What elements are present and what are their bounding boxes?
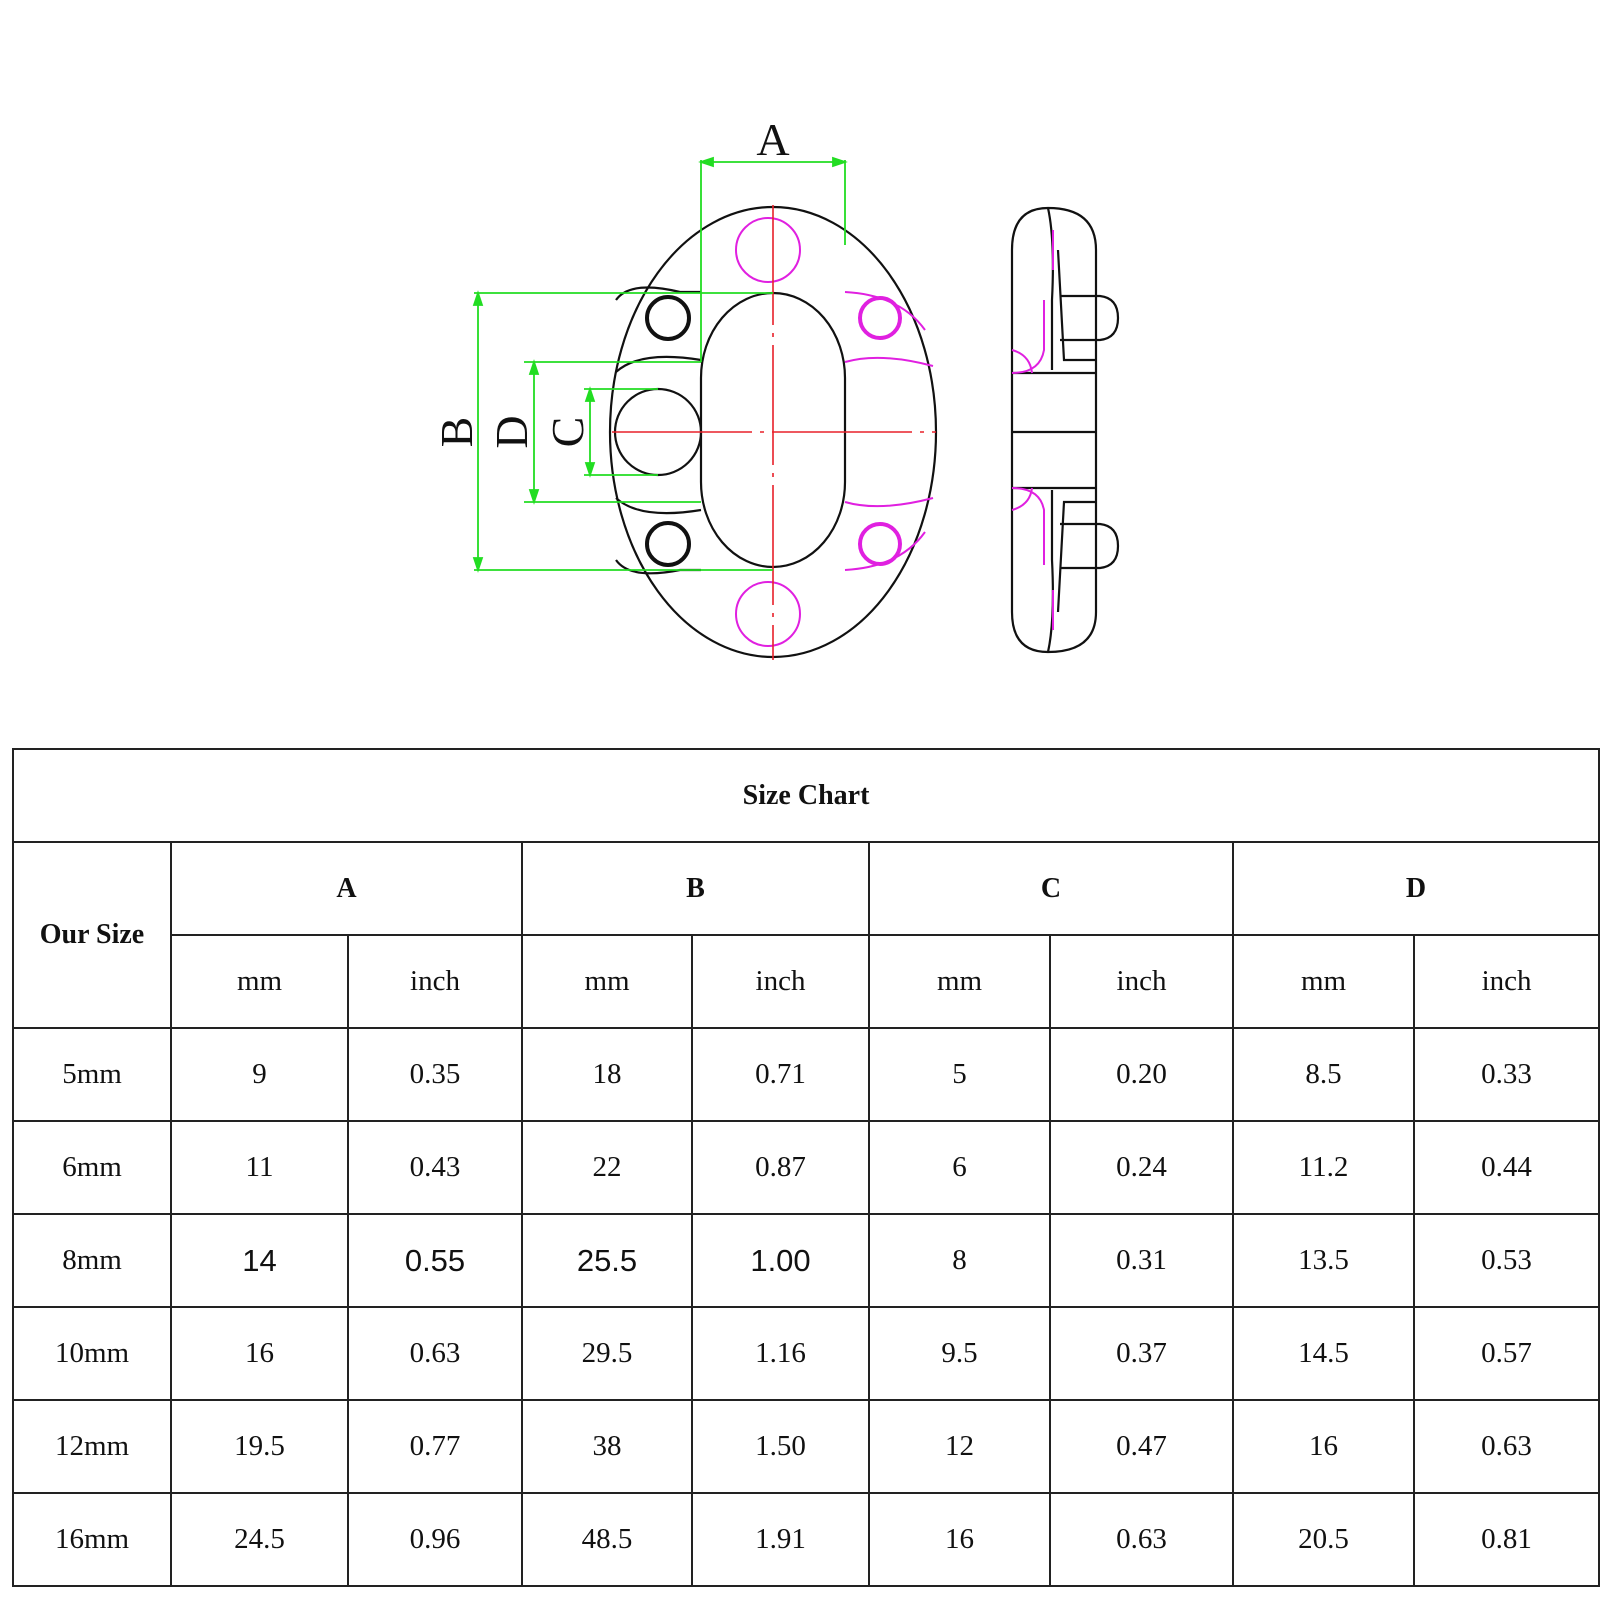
b-inch-cell: 1.00 [692,1214,869,1307]
c-inch-cell: 0.24 [1050,1121,1233,1214]
dimension-lines [474,158,845,570]
b-mm-cell: 25.5 [522,1214,692,1307]
c-mm-cell: 6 [869,1121,1050,1214]
size-cell: 16mm [13,1493,171,1586]
a-mm-cell: 14 [171,1214,348,1307]
a-mm-cell: 16 [171,1307,348,1400]
table-row [13,1493,1599,1586]
c-mm-cell: 12 [869,1400,1050,1493]
d-mm-cell: 20.5 [1233,1493,1414,1586]
d-mm-cell: 8.5 [1233,1028,1414,1121]
b-inch-cell: 1.91 [692,1493,869,1586]
group-header-a: A [171,842,522,935]
d-mm-cell: 16 [1233,1400,1414,1493]
b-mm-cell: 22 [522,1121,692,1214]
hidden-arc-upper-right [845,358,933,366]
dim-label-b: B [431,416,482,448]
a-inch-cell: 0.55 [348,1214,522,1307]
c-inch-cell: 0.37 [1050,1307,1233,1400]
size-chart-title: Size Chart [13,749,1599,842]
c-inch-cell: 0.20 [1050,1028,1233,1121]
size-cell: 8mm [13,1214,171,1307]
table-row [13,1307,1599,1400]
d-inch-cell: 0.57 [1414,1307,1599,1400]
group-header-c: C [869,842,1233,935]
hidden-circle-bottom [736,582,800,646]
unit-header-a-mm: mm [171,935,348,1028]
our-size-header: Our Size [13,842,171,1028]
d-mm-cell: 11.2 [1233,1121,1414,1214]
b-inch-cell: 0.87 [692,1121,869,1214]
a-inch-cell: 0.77 [348,1400,522,1493]
d-inch-cell: 0.81 [1414,1493,1599,1586]
link-split-line-left [616,357,701,372]
b-mm-cell: 38 [522,1400,692,1493]
unit-header-a-inch: inch [348,935,522,1028]
side-view-split [1048,208,1053,652]
a-mm-cell: 9 [171,1028,348,1121]
a-inch-cell: 0.96 [348,1493,522,1586]
rivet-hole-upper-left [647,297,689,339]
size-chart [12,748,1598,1587]
d-mm-cell: 14.5 [1233,1307,1414,1400]
side-view-rivet-bottom [1060,524,1118,568]
unit-header-c-mm: mm [869,935,1050,1028]
b-inch-cell: 0.71 [692,1028,869,1121]
size-cell: 5mm [13,1028,171,1121]
unit-header-b-mm: mm [522,935,692,1028]
size-cell: 6mm [13,1121,171,1214]
size-chart-table [12,748,1600,1587]
group-header-b: B [522,842,869,935]
size-cell: 12mm [13,1400,171,1493]
c-mm-cell: 5 [869,1028,1050,1121]
a-mm-cell: 24.5 [171,1493,348,1586]
a-inch-cell: 0.43 [348,1121,522,1214]
unit-header-d-mm: mm [1233,935,1414,1028]
d-inch-cell: 0.63 [1414,1400,1599,1493]
table-row [13,1214,1599,1307]
side-view-outline [1012,208,1096,652]
c-mm-cell: 9.5 [869,1307,1050,1400]
side-view-rivet-top [1060,296,1118,340]
a-mm-cell: 19.5 [171,1400,348,1493]
rivet-hole-lower-left [647,523,689,565]
b-inch-cell: 1.16 [692,1307,869,1400]
b-mm-cell: 18 [522,1028,692,1121]
dim-label-c: C [542,416,593,448]
hidden-arc-lower-right [845,498,933,506]
c-inch-cell: 0.63 [1050,1493,1233,1586]
b-mm-cell: 29.5 [522,1307,692,1400]
technical-drawing [0,0,1600,720]
dim-label-a: A [756,114,790,165]
unit-header-c-inch: inch [1050,935,1233,1028]
table-row [13,1121,1599,1214]
hidden-circle-top [736,218,800,282]
d-inch-cell: 0.33 [1414,1028,1599,1121]
b-inch-cell: 1.50 [692,1400,869,1493]
table-row [13,1028,1599,1121]
dim-label-d: D [486,415,537,449]
b-mm-cell: 48.5 [522,1493,692,1586]
size-cell: 10mm [13,1307,171,1400]
c-mm-cell: 16 [869,1493,1050,1586]
d-inch-cell: 0.53 [1414,1214,1599,1307]
a-inch-cell: 0.63 [348,1307,522,1400]
d-inch-cell: 0.44 [1414,1121,1599,1214]
unit-header-b-inch: inch [692,935,869,1028]
table-row [13,1400,1599,1493]
unit-header-d-inch: inch [1414,935,1599,1028]
side-view-hidden [1012,230,1053,630]
c-mm-cell: 8 [869,1214,1050,1307]
c-inch-cell: 0.47 [1050,1400,1233,1493]
c-inch-cell: 0.31 [1050,1214,1233,1307]
a-inch-cell: 0.35 [348,1028,522,1121]
a-mm-cell: 11 [171,1121,348,1214]
group-header-d: D [1233,842,1599,935]
link-split-line-left-lower [616,498,701,513]
side-view [1012,208,1118,652]
d-mm-cell: 13.5 [1233,1214,1414,1307]
